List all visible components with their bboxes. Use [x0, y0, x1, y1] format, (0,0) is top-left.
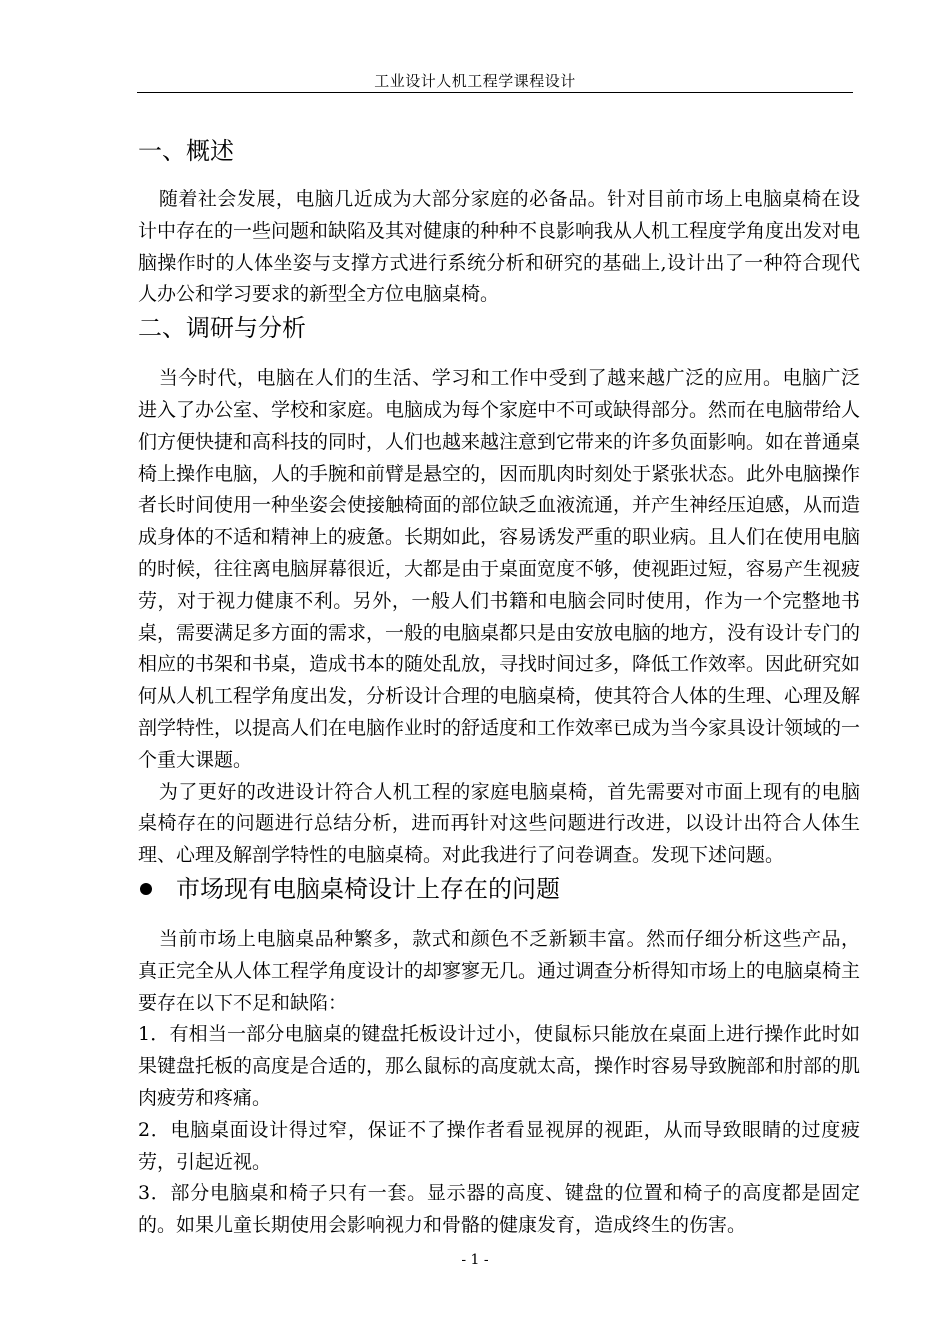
problem-item-1: 1．有相当一部分电脑桌的键盘托板设计过小，使鼠标只能放在桌面上进行操作此时如果键盘托板的高度是合适的，那么鼠标的高度就太高，操作时容易导致腕部和肘部的肌肉疲劳和疼痛。 — [138, 1023, 861, 1109]
research-paragraph-2: 为了更好的改进设计符合人机工程的家庭电脑桌椅，首先需要对市面上现有的电脑桌椅存在的问题进行总结分析，进而再针对这些问题进行改进，以设计出符合人体生理、心理及解剖学特性的电脑桌椅。对此我进行了问卷调查。发现下述问题。 — [138, 780, 860, 867]
section-heading-overview: 一、概述 — [138, 137, 234, 165]
bullet-icon — [140, 883, 152, 895]
header-divider — [137, 92, 853, 93]
section-heading-research: 二、调研与分析 — [138, 314, 306, 343]
page-content — [138, 134, 860, 1242]
page-number: - 1 - — [461, 1252, 489, 1268]
overview-paragraph: 随着社会发展，电脑几近成为大部分家庭的必备品。针对目前市场上电脑桌椅在设计中存在的一些问题和缺陷及其对健康的种种不良影响我从人机工程度学角度出发对电脑操作时的人体坐姿与支撑方式进行系统分析和研究的基础上,设计出了一种符合现代人办公和学习要求的新型全方位电脑桌椅。 — [138, 188, 861, 306]
problems-heading-text: 市场现有电脑桌椅设计上存在的问题 — [176, 874, 560, 903]
problems-intro: 当前市场上电脑桌品种繁多，款式和颜色不乏新颖丰富。然而仔细分析这些产品，真正完全从人体工程学角度设计的却寥寥无几。通过调查分析得知市场上的电脑桌椅主要存在以下不足和缺陷： — [138, 927, 861, 1014]
problem-item-2: 2．电脑桌面设计得过窄，保证不了操作者看显视屏的视距，从而导致眼睛的过度疲劳，引起近视。 — [138, 1118, 860, 1173]
problems-heading — [138, 872, 860, 906]
research-paragraph-1: 当今时代，电脑在人们的生活、学习和工作中受到了越来越广泛的应用。电脑广泛进入了办公室、学校和家庭。电脑成为每个家庭中不可或缺得部分。然而在电脑带给人们方便快捷和高科技的同时，人们也越来越注意到它带来的许多负面影响。如在普通桌椅上操作电脑，人的手腕和前臂是悬空的，因而肌肉时刻处于紧张状态。此外电脑操作者长时间使用一种坐姿会使接触椅面的部位缺乏血液流通，并产生神经压迫感，从而造成身体的不适和精神上的疲惫。长期如此，容易诱发严重的职业病。且人们在使用电脑的时候，往往离电脑屏幕很近，大都是由于桌面宽度不够，使视距过短，容易产生视疲劳，对于视力健康不利。另外，一般人们书籍和电脑会同时使用，作为一个完整地书桌，需要满足多方面的需求，一般的电脑桌都只是由安放电脑的地方，没有设计专门的相应的书架和书桌，造成书本的随处乱放，寻找时间过多，降低工作效率。因此研究如何从人机工程学角度出发，分析设计合理的电脑桌椅，使其符合人体的生理、心理及解剖学特性，以提高人们在电脑作业时的舒适度和工作效率已成为当今家具设计领域的一个重大课题。 — [138, 367, 861, 771]
problem-item-3: 3．部分电脑桌和椅子只有一套。显示器的高度、键盘的位置和椅子的高度都是固定的。如果儿童长期使用会影响视力和骨骼的健康发育，造成终生的伤害。 — [138, 1182, 860, 1237]
running-header: 工业设计人机工程学课程设计 — [374, 72, 576, 90]
